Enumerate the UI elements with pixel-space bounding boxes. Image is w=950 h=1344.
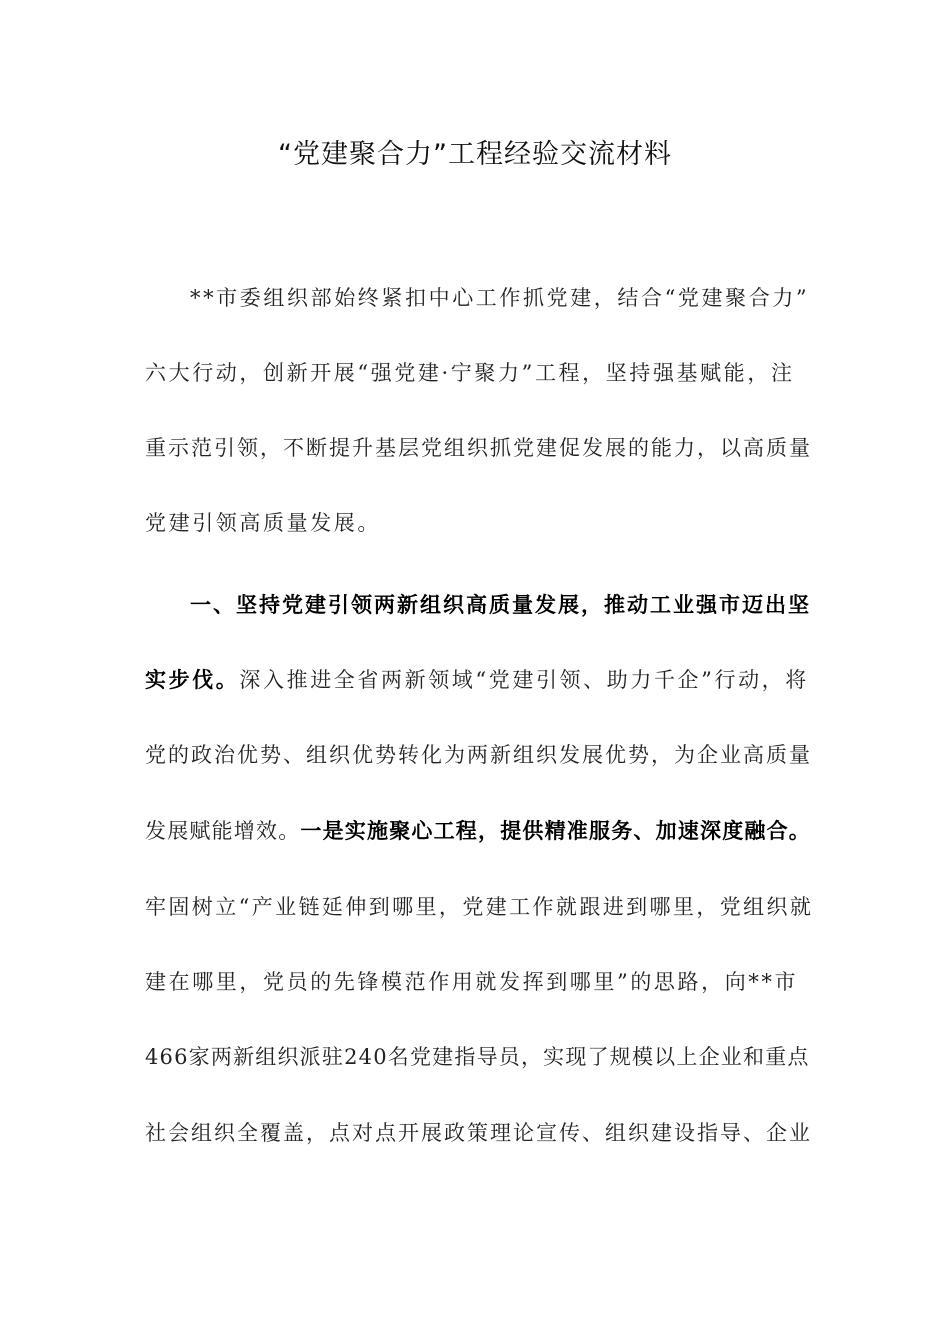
document-title: “党建聚合力”工程经验交流材料 (278, 139, 672, 170)
subheading: 一是实施聚心工程，提供精准服务、加速深度融合。 (300, 819, 812, 843)
text-segment: 建在哪里，党员的先锋模范作用就发挥到哪里”的思路，向**市 (145, 970, 799, 994)
text-segment: 社会组织全覆盖，点对点开展政策理论宣传、组织建设指导、企业 (145, 1121, 812, 1145)
paragraph-line (145, 887, 815, 927)
paragraph-line (145, 735, 815, 775)
text-segment: **市委组织部始终紧扣中心工作抓党建，结合“党建聚合力” (190, 286, 810, 310)
text-segment: 党建引领高质量发展。 (145, 511, 381, 535)
paragraph-line (145, 428, 815, 468)
text-segment: 发展赋能增效。 (145, 819, 301, 843)
paragraph-line (145, 1037, 815, 1077)
paragraph-line (145, 811, 815, 851)
text-segment: 深入推进全省两新领域“党建引领、助力千企”行动，将 (239, 668, 809, 692)
paragraph-line (190, 278, 815, 318)
paragraph-line (145, 660, 815, 700)
text-segment: 重示范引领，不断提升基层党组织抓党建促发展的能力，以高质量 (145, 436, 812, 460)
section-heading-line (190, 585, 815, 625)
section-heading: 一、坚持党建引领两新组织高质量发展，推动工业强市迈出坚 (190, 593, 811, 617)
text-segment: 牢固树立“产业链延伸到哪里，党建工作就跟进到哪里，党组织就 (145, 895, 814, 919)
paragraph-line (145, 503, 815, 543)
text-segment: 466家两新组织派驻240名党建指导员，实现了规模以上企业和重点 (145, 1045, 810, 1069)
section-heading-end: 实步伐。 (145, 668, 240, 692)
text-segment: 党的政治优势、组织优势转化为两新组织发展优势，为企业高质量 (145, 743, 812, 767)
text-segment: 六大行动，创新开展“强党建·宁聚力”工程，坚持强基赋能，注 (145, 361, 795, 385)
paragraph-line (145, 353, 815, 393)
paragraph-line (145, 1113, 815, 1153)
paragraph-line (145, 962, 815, 1002)
